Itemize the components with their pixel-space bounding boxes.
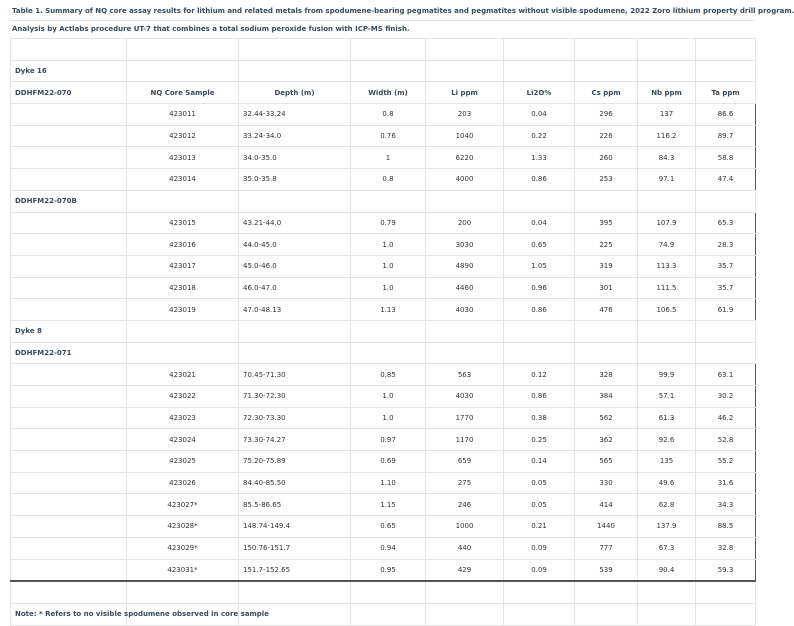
empty-cell [696,320,756,342]
width-cell: 0.94 [351,537,426,559]
sample-id-cell: 423014 [127,169,239,191]
table-row [11,125,756,147]
sample-id-cell: 423019 [127,299,239,321]
li-ppm-cell: 203 [426,104,504,126]
empty-cell [638,60,696,82]
ta-ppm-cell: 46.2 [696,407,756,429]
empty-cell [504,60,575,82]
depth-cell: 150.76-151.7 [239,537,351,559]
table-row [11,559,756,581]
depth-cell: 47.0-48.13 [239,299,351,321]
depth-cell: 34.0-35.0 [239,147,351,169]
li-ppm-cell: 1170 [426,429,504,451]
table-row [11,255,756,277]
width-cell: 1.0 [351,255,426,277]
table-row [11,494,756,516]
cs-ppm-cell: 777 [575,537,638,559]
cs-ppm-cell: 226 [575,125,638,147]
width-cell: 1 [351,147,426,169]
ta-ppm-cell: 30.2 [696,386,756,408]
table-row [11,147,756,169]
nb-ppm-cell: 107.9 [638,212,696,234]
cs-ppm-cell: 301 [575,277,638,299]
sample-id-cell: 423011 [127,104,239,126]
depth-cell: 73.30-74.27 [239,429,351,451]
group-row [11,342,756,364]
empty-cell [11,451,127,473]
empty-cell [239,190,351,212]
group-label: Dyke 8 [11,320,127,342]
li-ppm-cell: 1770 [426,407,504,429]
table-row [11,169,756,191]
empty-cell [11,39,127,61]
li2o-cell: 0.25 [504,429,575,451]
ta-ppm-cell: 61.9 [696,299,756,321]
empty-cell [575,342,638,364]
ta-ppm-cell: 47.4 [696,169,756,191]
cs-ppm-cell: 476 [575,299,638,321]
empty-cell [575,603,638,625]
empty-cell [11,147,127,169]
sample-id-cell: 423028* [127,516,239,538]
li-ppm-cell: 200 [426,212,504,234]
depth-cell: 151.7-152.65 [239,559,351,581]
empty-cell [696,190,756,212]
group-label: DDHFM22-071 [11,342,127,364]
nb-ppm-cell: 106.5 [638,299,696,321]
li-ppm-cell: 4030 [426,386,504,408]
li-ppm-cell: 563 [426,364,504,386]
assay-results-table [10,38,756,626]
li2o-cell: 0.65 [504,234,575,256]
depth-cell: 43.21-44.0 [239,212,351,234]
group-label: DDHFM22-070B [11,190,127,212]
table-row [11,277,756,299]
depth-cell: 45.0-46.0 [239,255,351,277]
nb-ppm-cell: 137 [638,104,696,126]
cs-ppm-cell: 296 [575,104,638,126]
empty-cell [638,190,696,212]
empty-cell [11,125,127,147]
sample-id-cell: 423023 [127,407,239,429]
table-body [11,39,756,626]
table-caption [10,0,794,21]
empty-cell [11,407,127,429]
width-cell: 1.0 [351,234,426,256]
ta-ppm-cell: 31.6 [696,472,756,494]
empty-cell [696,60,756,82]
empty-cell [504,190,575,212]
empty-cell [504,39,575,61]
empty-cell [127,60,239,82]
depth-cell: 148.74-149.4 [239,516,351,538]
cs-ppm-cell: 562 [575,407,638,429]
footnote-row [11,603,756,625]
spacer-row [11,581,756,603]
ta-ppm-cell: 28.3 [696,234,756,256]
sample-id-cell: 423013 [127,147,239,169]
sample-id-cell: 423026 [127,472,239,494]
li2o-cell: 0.04 [504,212,575,234]
empty-cell [351,342,426,364]
width-cell: 0.76 [351,125,426,147]
empty-cell [504,320,575,342]
li2o-cell: 1.33 [504,147,575,169]
column-header: NQ Core Sample [127,82,239,104]
empty-cell [127,581,239,603]
li2o-cell: 0.09 [504,559,575,581]
analysis-note [10,20,755,39]
table-row [11,364,756,386]
empty-cell [426,190,504,212]
li2o-cell: 0.21 [504,516,575,538]
nb-ppm-cell: 90.4 [638,559,696,581]
empty-cell [11,255,127,277]
empty-cell [239,60,351,82]
column-header: Cs ppm [575,82,638,104]
column-header: Li ppm [426,82,504,104]
li2o-cell: 0.14 [504,451,575,473]
empty-cell [351,320,426,342]
ta-ppm-cell: 34.3 [696,494,756,516]
table-caption-text: Table 1. Summary of NQ core assay results for lithium and related metals from spodumene-bearing pegmatites and pegmatites without visible spodumene, 2022 Zoro lithium property drill program. [12,7,794,15]
empty-cell [696,603,756,625]
li-ppm-cell: 4890 [426,255,504,277]
li2o-cell: 0.86 [504,169,575,191]
ta-ppm-cell: 88.5 [696,516,756,538]
empty-cell [696,39,756,61]
depth-cell: 72.30-73.30 [239,407,351,429]
sample-id-cell: 423029* [127,537,239,559]
nb-ppm-cell: 57.1 [638,386,696,408]
sample-id-cell: 423018 [127,277,239,299]
table-row [11,472,756,494]
empty-cell [575,581,638,603]
li-ppm-cell: 429 [426,559,504,581]
footnote-text: Note: * Refers to no visible spodumene observed in core sample [11,603,127,625]
empty-cell [239,320,351,342]
ta-ppm-cell: 59.3 [696,559,756,581]
group-row [11,190,756,212]
depth-cell: 84.40-85.50 [239,472,351,494]
depth-cell: 46.0-47.0 [239,277,351,299]
width-cell: 1.10 [351,472,426,494]
li-ppm-cell: 275 [426,472,504,494]
width-cell: 0.95 [351,559,426,581]
sample-id-cell: 423012 [127,125,239,147]
nb-ppm-cell: 74.9 [638,234,696,256]
li-ppm-cell: 1040 [426,125,504,147]
table-row [11,104,756,126]
ta-ppm-cell: 35.7 [696,277,756,299]
empty-cell [426,342,504,364]
column-header: Width (m) [351,82,426,104]
empty-cell [575,320,638,342]
nb-ppm-cell: 97.1 [638,169,696,191]
empty-cell [351,39,426,61]
header-row [11,82,756,104]
empty-cell [239,581,351,603]
li-ppm-cell: 246 [426,494,504,516]
table-row [11,516,756,538]
li2o-cell: 0.05 [504,472,575,494]
nb-ppm-cell: 135 [638,451,696,473]
cs-ppm-cell: 384 [575,386,638,408]
depth-cell: 33.24-34.0 [239,125,351,147]
empty-cell [638,320,696,342]
li-ppm-cell: 440 [426,537,504,559]
li-ppm-cell: 6220 [426,147,504,169]
table-row [11,451,756,473]
depth-cell: 71.30-72.30 [239,386,351,408]
empty-cell [351,60,426,82]
sample-id-cell: 423016 [127,234,239,256]
empty-cell [11,277,127,299]
group-label: Dyke 16 [11,60,127,82]
li2o-cell: 0.22 [504,125,575,147]
empty-cell [11,364,127,386]
empty-cell [11,494,127,516]
nb-ppm-cell: 99.9 [638,364,696,386]
spacer-row [11,39,756,61]
empty-cell [11,472,127,494]
empty-cell [575,60,638,82]
sample-id-cell: 423022 [127,386,239,408]
width-cell: 0.69 [351,451,426,473]
nb-ppm-cell: 92.6 [638,429,696,451]
width-cell: 1.15 [351,494,426,516]
empty-cell [127,39,239,61]
empty-cell [575,39,638,61]
empty-cell [11,169,127,191]
empty-cell [351,603,426,625]
nb-ppm-cell: 137.9 [638,516,696,538]
group-row [11,320,756,342]
empty-cell [127,190,239,212]
cs-ppm-cell: 539 [575,559,638,581]
empty-cell [638,603,696,625]
empty-cell [426,39,504,61]
empty-cell [239,39,351,61]
nb-ppm-cell: 84.3 [638,147,696,169]
nb-ppm-cell: 116.2 [638,125,696,147]
empty-cell [11,581,127,603]
nb-ppm-cell: 49.6 [638,472,696,494]
empty-cell [638,39,696,61]
nb-ppm-cell: 111.5 [638,277,696,299]
cs-ppm-cell: 328 [575,364,638,386]
empty-cell [127,342,239,364]
li2o-cell: 0.12 [504,364,575,386]
empty-cell [11,429,127,451]
cs-ppm-cell: 253 [575,169,638,191]
sample-id-cell: 423021 [127,364,239,386]
li-ppm-cell: 3030 [426,234,504,256]
li2o-cell: 1.05 [504,255,575,277]
width-cell: 0.85 [351,364,426,386]
li-ppm-cell: 4460 [426,277,504,299]
empty-cell [696,342,756,364]
column-header: Depth (m) [239,82,351,104]
width-cell: 0.8 [351,104,426,126]
cs-ppm-cell: 395 [575,212,638,234]
ta-ppm-cell: 35.7 [696,255,756,277]
width-cell: 1.0 [351,277,426,299]
empty-cell [11,386,127,408]
empty-cell [11,104,127,126]
cs-ppm-cell: 260 [575,147,638,169]
ta-ppm-cell: 86.6 [696,104,756,126]
empty-cell [351,581,426,603]
width-cell: 0.8 [351,169,426,191]
table-row [11,386,756,408]
empty-cell [575,190,638,212]
sample-id-cell: 423031* [127,559,239,581]
cs-ppm-cell: 319 [575,255,638,277]
empty-cell [426,603,504,625]
empty-cell [638,581,696,603]
table-row [11,407,756,429]
li-ppm-cell: 1000 [426,516,504,538]
table-row [11,537,756,559]
nb-ppm-cell: 67.3 [638,537,696,559]
li2o-cell: 0.04 [504,104,575,126]
sample-id-cell: 423024 [127,429,239,451]
empty-cell [11,537,127,559]
depth-cell: 44.0-45.0 [239,234,351,256]
ta-ppm-cell: 65.3 [696,212,756,234]
sample-id-cell: 423027* [127,494,239,516]
ta-ppm-cell: 58.8 [696,147,756,169]
nb-ppm-cell: 113.3 [638,255,696,277]
empty-cell [239,342,351,364]
li2o-cell: 0.86 [504,386,575,408]
column-header: Nb ppm [638,82,696,104]
sample-id-cell: 423025 [127,451,239,473]
cs-ppm-cell: 1440 [575,516,638,538]
cs-ppm-cell: 225 [575,234,638,256]
column-header: Ta ppm [696,82,756,104]
width-cell: 0.79 [351,212,426,234]
cs-ppm-cell: 330 [575,472,638,494]
width-cell: 1.13 [351,299,426,321]
empty-cell [638,342,696,364]
empty-cell [351,190,426,212]
empty-cell [426,320,504,342]
empty-cell [696,581,756,603]
table-row [11,299,756,321]
cs-ppm-cell: 362 [575,429,638,451]
sample-id-cell: 423017 [127,255,239,277]
width-cell: 0.97 [351,429,426,451]
cs-ppm-cell: 414 [575,494,638,516]
analysis-note-text: Analysis by Actlabs procedure UT-7 that combines a total sodium peroxide fusion with ICP-MS finish. [12,25,410,33]
ta-ppm-cell: 63.1 [696,364,756,386]
ta-ppm-cell: 52.8 [696,429,756,451]
li-ppm-cell: 4030 [426,299,504,321]
group-row [11,60,756,82]
depth-cell: 75.20-75.89 [239,451,351,473]
li2o-cell: 0.09 [504,537,575,559]
cs-ppm-cell: 565 [575,451,638,473]
empty-cell [426,581,504,603]
empty-cell [504,342,575,364]
column-header: Li2O% [504,82,575,104]
empty-cell [11,516,127,538]
width-cell: 1.0 [351,386,426,408]
empty-cell [426,60,504,82]
li-ppm-cell: 659 [426,451,504,473]
depth-cell: 85.5-86.65 [239,494,351,516]
width-cell: 1.0 [351,407,426,429]
depth-cell: 70.45-71.30 [239,364,351,386]
sample-id-cell: 423015 [127,212,239,234]
empty-cell [11,234,127,256]
empty-cell [127,320,239,342]
li-ppm-cell: 4000 [426,169,504,191]
empty-cell [11,559,127,581]
nb-ppm-cell: 61.3 [638,407,696,429]
ta-ppm-cell: 55.2 [696,451,756,473]
nb-ppm-cell: 62.8 [638,494,696,516]
table-row [11,212,756,234]
li2o-cell: 0.86 [504,299,575,321]
depth-cell: 32.44-33.24 [239,104,351,126]
ta-ppm-cell: 89.7 [696,125,756,147]
table-row [11,234,756,256]
drillhole-label: DDHFM22-070 [11,82,127,104]
li2o-cell: 0.38 [504,407,575,429]
empty-cell [504,581,575,603]
depth-cell: 35.0-35.8 [239,169,351,191]
ta-ppm-cell: 32.8 [696,537,756,559]
empty-cell [11,299,127,321]
width-cell: 0.65 [351,516,426,538]
empty-cell [504,603,575,625]
li2o-cell: 0.96 [504,277,575,299]
li2o-cell: 0.05 [504,494,575,516]
table-row [11,429,756,451]
empty-cell [11,212,127,234]
